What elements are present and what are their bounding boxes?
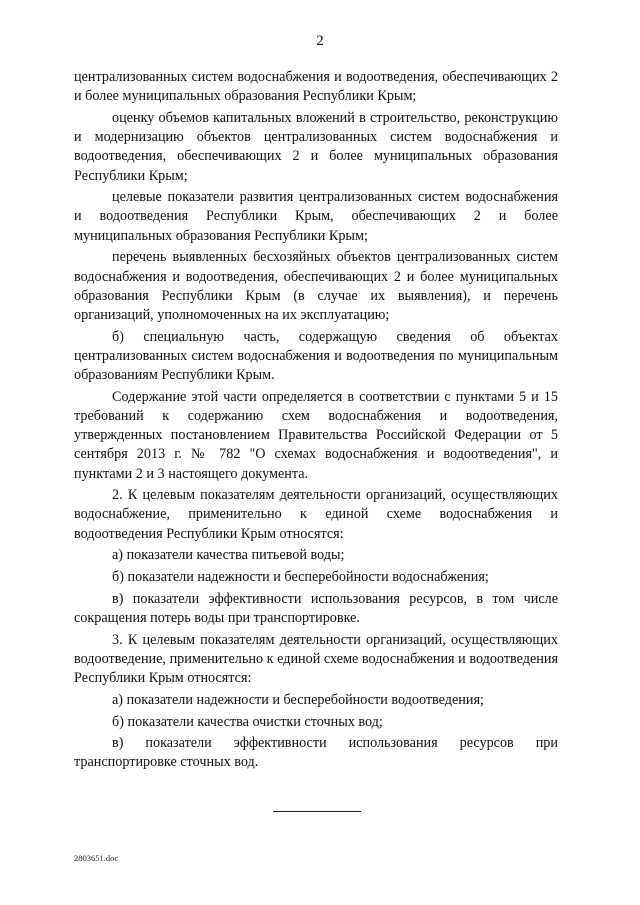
paragraph-14: в) показатели эффективности использования ресурсов при транспортировке сточных вод. — [74, 735, 558, 771]
paragraph-2: оценку объемов капитальных вложений в строительство, реконструкцию и модернизацию объектов централизованных систем водоснабжения и водоотведения, обеспечивающих 2 и более муниципальных образования Республики Крым; — [74, 109, 558, 184]
end-divider-line — [273, 811, 361, 812]
page-number: 2 — [316, 33, 324, 49]
paragraph-7: 2. К целевым показателям деятельности организаций, осуществляющих водоснабжение, применительно к единой схеме водоснабжения и водоотведения Республики Крым относятся: — [74, 487, 558, 542]
paragraph-8: а) показатели качества питьевой воды; — [112, 547, 345, 564]
paragraph-10: в) показатели эффективности использования ресурсов, в том числе сокращения потерь воды при транспортировке. — [74, 590, 558, 626]
document-body — [74, 68, 558, 775]
paragraph-1: централизованных систем водоснабжения и водоотведения, обеспечивающих 2 и более муниципальных образования Республики Крым; — [74, 69, 558, 105]
paragraph-3: целевые показатели развития централизованных систем водоснабжения и водоотведения Республики Крым, обеспечивающих 2 и более муниципальных образования Республики Крым; — [74, 189, 558, 244]
paragraph-9: б) показатели надежности и бесперебойности водоснабжения; — [112, 569, 489, 586]
paragraph-5: б) специальную часть, содержащую сведения об объектах централизованных систем водоснабжения и водоотведения по муниципальным образованиям Республики Крым. — [74, 328, 558, 384]
paragraph-4: перечень выявленных бесхозяйных объектов централизованных систем водоснабжения и водоотведения, обеспечивающих 2 и более муниципальных образования Республики Крым (в случае их выявления), и перечень организаций, уполномоченных на их эксплуатацию; — [74, 249, 558, 323]
paragraph-6: Содержание этой части определяется в соответствии с пунктами 5 и 15 требований к содержанию схем водоснабжения и водоотведения, утвержденных постановлением Правительства Российской Федерации от 5 сентября 2013 г. № 782 "О схемах водоснабжения и водоотведения", и пунктами 2 и 3 настоящего документа. — [74, 388, 558, 482]
paragraph-11: 3. К целевым показателям деятельности организаций, осуществляющих водоотведение, применительно к единой схеме водоснабжения и водоотведения Республики Крым относятся: — [74, 631, 558, 687]
paragraph-13: б) показатели качества очистки сточных вод; — [112, 713, 383, 730]
paragraph-12: а) показатели надежности и бесперебойности водоотведения; — [112, 691, 484, 708]
document-file-code: 2803651.doc — [74, 853, 119, 863]
